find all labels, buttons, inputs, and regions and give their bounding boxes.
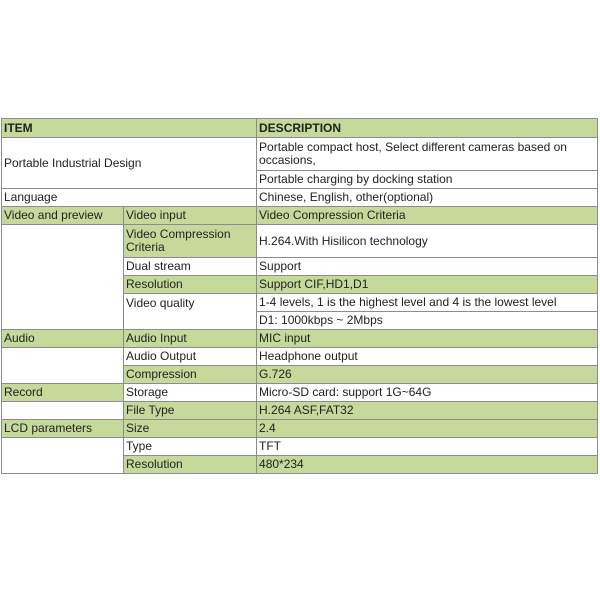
group-label-empty (2, 225, 124, 330)
row-label: Video Compression Criteria (124, 225, 257, 258)
row-label: Dual stream (124, 258, 257, 276)
row-desc: TFT (257, 438, 598, 456)
row-desc: H.264 ASF,FAT32 (257, 402, 598, 420)
row-label: Resolution (124, 276, 257, 294)
row-label: File Type (124, 402, 257, 420)
row-desc: Video Compression Criteria (257, 207, 598, 225)
group-label: LCD parameters (2, 420, 124, 438)
table-row (2, 438, 598, 456)
spec-table (1, 118, 598, 474)
row-label: Audio Output (124, 348, 257, 366)
header-item: ITEM (2, 119, 257, 138)
table-row (2, 384, 598, 402)
row-label: Storage (124, 384, 257, 402)
row-label: Portable Industrial Design (2, 138, 257, 189)
row-label: Compression (124, 366, 257, 384)
row-desc: MIC input (257, 330, 598, 348)
row-desc: G.726 (257, 366, 598, 384)
table-row (2, 207, 598, 225)
row-label: Size (124, 420, 257, 438)
row-desc: Support (257, 258, 598, 276)
row-desc: D1: 1000kbps ~ 2Mbps (257, 312, 598, 330)
row-desc: Portable charging by docking station (257, 171, 598, 189)
row-label: Video quality (124, 294, 257, 330)
group-label-empty (2, 348, 124, 384)
row-desc: Headphone output (257, 348, 598, 366)
row-label: Video input (124, 207, 257, 225)
header-description: DESCRIPTION (257, 119, 598, 138)
group-label-empty (2, 402, 124, 420)
header-row (2, 119, 598, 138)
row-desc: Chinese, English, other(optional) (257, 189, 598, 207)
table-row (2, 420, 598, 438)
group-label: Record (2, 384, 124, 402)
row-desc: Micro-SD card: support 1G~64G (257, 384, 598, 402)
row-label: Language (2, 189, 257, 207)
table-row (2, 189, 598, 207)
table-row (2, 138, 598, 171)
table-row (2, 225, 598, 258)
row-label: Resolution (124, 456, 257, 474)
row-desc: 480*234 (257, 456, 598, 474)
table-row (2, 402, 598, 420)
row-desc: 1-4 levels, 1 is the highest level and 4 is the lowest level (257, 294, 598, 312)
row-desc: 2.4 (257, 420, 598, 438)
row-desc: Portable compact host, Select different cameras based on occasions, (257, 138, 598, 171)
row-desc: H.264.With Hisilicon technology (257, 225, 598, 258)
group-label-empty (2, 438, 124, 474)
row-label: Audio Input (124, 330, 257, 348)
group-label: Video and preview (2, 207, 124, 225)
row-desc: Support CIF,HD1,D1 (257, 276, 598, 294)
table-row (2, 348, 598, 366)
row-label: Type (124, 438, 257, 456)
group-label: Audio (2, 330, 124, 348)
table-row (2, 330, 598, 348)
